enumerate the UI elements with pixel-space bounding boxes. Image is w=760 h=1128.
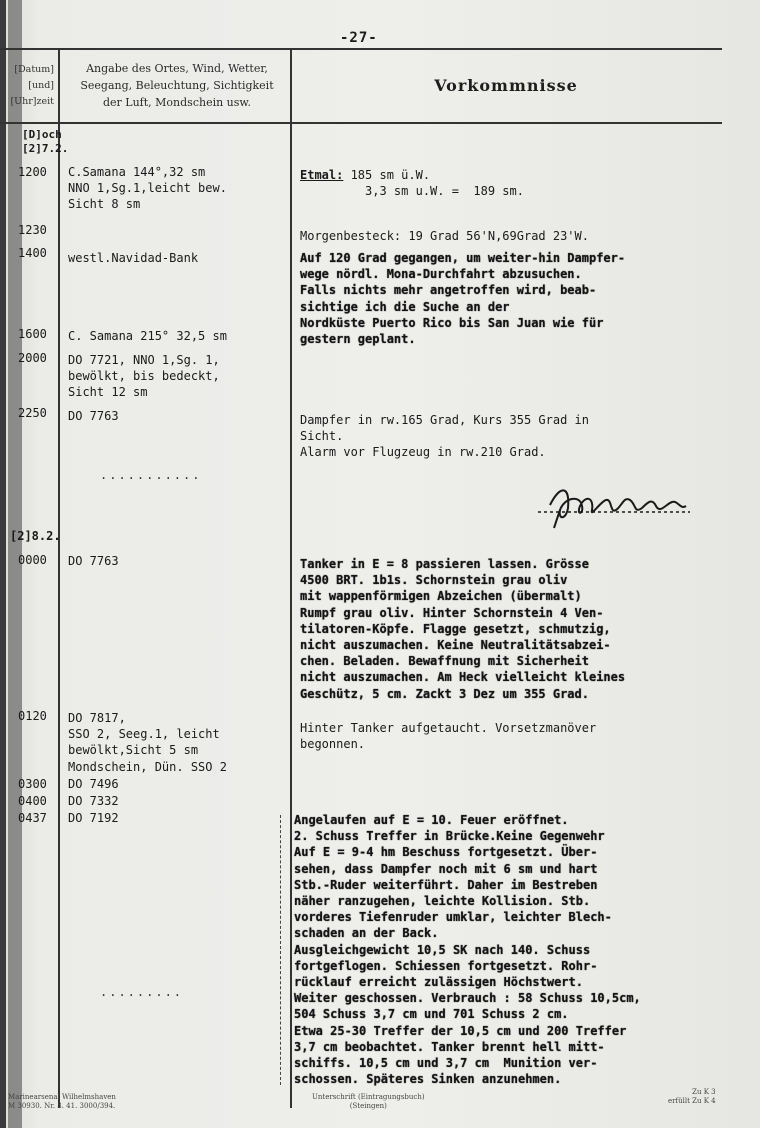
top-rule bbox=[0, 48, 722, 50]
entry-time-0120: 0120 bbox=[18, 709, 47, 723]
page-number: -27- bbox=[340, 30, 378, 46]
entry-place-2250: DO 7763 bbox=[68, 409, 119, 423]
header-date-column: [Datum] [und] [Uhr]zeit bbox=[10, 64, 54, 107]
entry-event-0000: Tanker in E = 8 passieren lassen. Grösse 4500 BRT. 1b1s. Schornstein grau oliv mit wappenförmigen Abzeichen (übermalt) Rumpf grau oliv. Hinter Schornstein 4 Ven- tilatoren-Köpfe. Flagge gesetzt, schmutzig, nicht auszumachen. Keine Neutralitätsabzei- chen. Beladen. Bewaffnung mit Sicherheit nicht auszumachen. Am Heck vielleicht kleines Geschütz, 5 cm. Zackt 3 Dez um 355 Grad. bbox=[300, 557, 626, 701]
entry-time-2000: 2000 bbox=[18, 351, 47, 365]
entry-time-day-28: [2]8.2. bbox=[10, 529, 61, 543]
etmal-value: 185 sm ü.W. 3,3 sm u.W. = 189 sm. bbox=[350, 168, 524, 199]
entry-event-1230: Morgenbesteck: 19 Grad 56'N,69Grad 23'W. bbox=[300, 229, 589, 243]
entry-event-1200 bbox=[300, 167, 524, 199]
entry-place-1400: westl.Navidad-Bank bbox=[68, 251, 199, 265]
footer-printer-note: Marinearsenal Wilhelmshaven M 30930. Nr. 3. 41. 3000/394. bbox=[8, 1093, 116, 1110]
entry-place-0437: DO 7192 bbox=[68, 811, 119, 825]
dotted-separator: ........... bbox=[100, 468, 202, 482]
etmal-label: Etmal: bbox=[300, 168, 344, 182]
entry-time-2250: 2250 bbox=[18, 406, 47, 420]
entry-place-0120: DO 7817, SSO 2, Seeg.1, leicht bewölkt,Sicht 5 sm Mondschein, Dün. SSO 2 bbox=[68, 711, 227, 774]
entry-event-0120: Hinter Tanker aufgetaucht. Vorsetzmanöver begonnen. bbox=[300, 721, 597, 752]
date-column-divider bbox=[58, 48, 60, 1108]
entry-time-0000: 0000 bbox=[18, 553, 47, 567]
entry-time-1400: 1400 bbox=[18, 246, 47, 260]
entry-time-0300: 0300 bbox=[18, 777, 47, 791]
entry-time-0400: 0400 bbox=[18, 794, 47, 808]
entry-place-2000: DO 7721, NNO 1,Sg. 1, bewölkt, bis bedeckt, Sicht 12 sm bbox=[68, 353, 220, 400]
footer-form-note: Zu K 3 erfüllt Zu K 4 bbox=[668, 1088, 716, 1105]
place-column-divider bbox=[290, 48, 292, 1108]
marginal-dashed-line bbox=[280, 815, 282, 1085]
entry-place-0400: DO 7332 bbox=[68, 794, 119, 808]
entry-place-0300: DO 7496 bbox=[68, 777, 119, 791]
entry-place-0000: DO 7763 bbox=[68, 554, 119, 568]
header-events-column: Vorkommnisse bbox=[434, 76, 578, 95]
entry-time-1600: 1600 bbox=[18, 327, 47, 341]
entry-time-1230: 1230 bbox=[18, 223, 47, 237]
header-place-column: Angabe des Ortes, Wind, Wetter, Seegang, Beleuchtung, Sichtigkeit der Luft, Mondschein usw. bbox=[80, 62, 274, 109]
entry-place-1600: C. Samana 215° 32,5 sm bbox=[68, 329, 227, 343]
page-binding-edge bbox=[0, 0, 6, 1128]
entry-time-1200: 1200 bbox=[18, 165, 47, 179]
dotted-separator-2: ......... bbox=[100, 985, 184, 999]
handwritten-signature bbox=[530, 480, 700, 530]
entry-event-1400: Auf 120 Grad gegangen, um weiter-hin Dampfer- wege nördl. Mona-Durchfahrt abzusuchen. Falls nichts mehr angetroffen wird, beab- sichtige ich die Suche an der Nordküste Puerto Rico bis San Juan wie für gestern geplant. bbox=[300, 251, 626, 347]
entry-event-2250: Dampfer in rw.165 Grad, Kurs 355 Grad in Sicht. Alarm vor Flugzeug in rw.210 Grad. bbox=[300, 413, 589, 460]
entry-time-0437: 0437 bbox=[18, 811, 47, 825]
entry-place-1200: C.Samana 144°,32 sm NNO 1,Sg.1,leicht bew. Sicht 8 sm bbox=[68, 165, 227, 212]
header-bottom-rule bbox=[0, 122, 722, 124]
entry-time-day-27: [D]och [2]7.2. bbox=[22, 128, 69, 155]
footer-signature-caption: Unterschrift (Eintragungsbuch) (Steingen) bbox=[312, 1093, 425, 1110]
entry-event-0437: Angelaufen auf E = 10. Feuer eröffnet. 2. Schuss Treffer in Brücke.Keine Gegenwehr Auf E = 9-4 hm Beschuss fortgesetzt. Über- sehen, dass Dampfer noch mit 6 sm und hart Stb.-Ruder weiterführt. Daher im Bestreben näher ranzugehen, leichte Kollision. Stb. vorderes Tiefenruder umklar, leichter Blech- schaden an der Back. Ausgleichgewicht 10,5 SK nach 140. Schuss fortgeflogen. Schiessen fortgesetzt. Rohr- rücklauf erreicht zulässigen Höchstwert. Weiter geschossen. Verbrauch : 58 Schuss 10,5cm, 504 Schuss 3,7 cm und 701 Schuss 2 cm. Etwa 25-30 Treffer der 10,5 cm und 200 Treffer 3,7 cm beobachtet. Tanker brennt hell mitt- schiffs. 10,5 cm und 3,7 cm Munition ver- schossen. Späteres Sinken anzunehmen. bbox=[294, 813, 641, 1087]
